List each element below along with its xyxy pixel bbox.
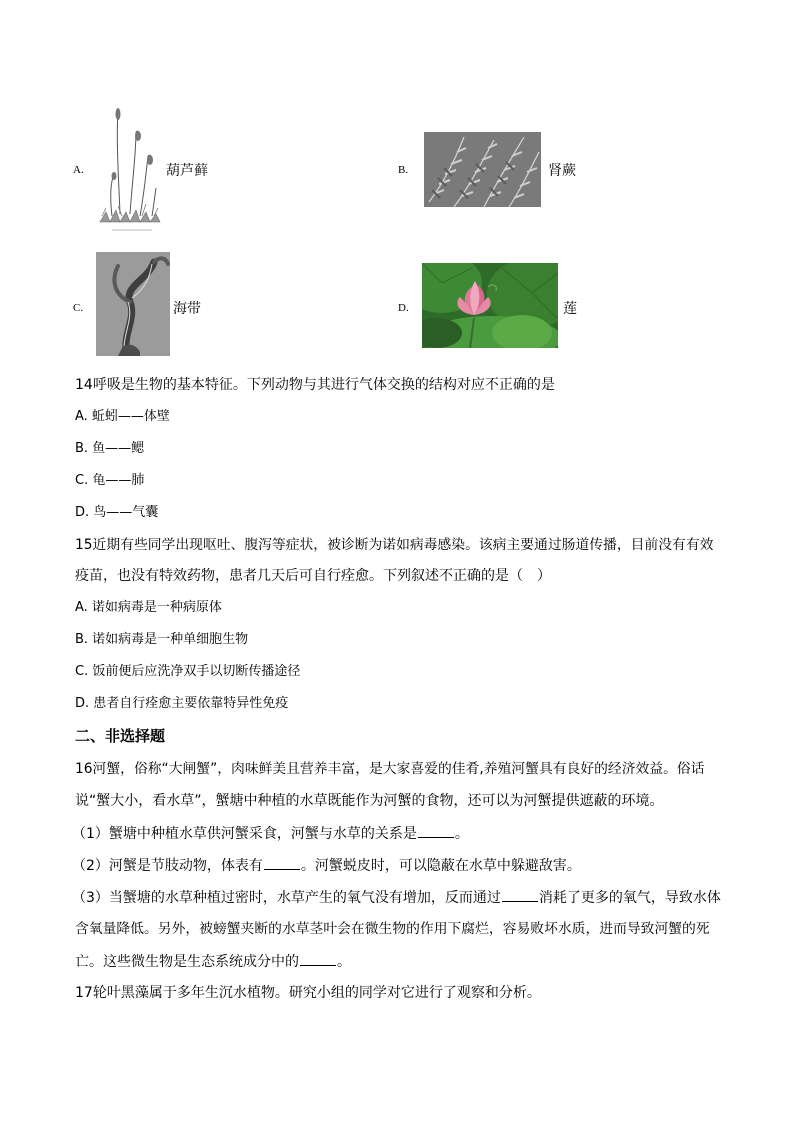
answer-blank bbox=[418, 825, 454, 838]
section-title: 二、非选择题 bbox=[75, 727, 166, 745]
fern-image bbox=[424, 132, 541, 207]
q16-sub1: （1）蟹塘中种植水草供河蟹采食，河蟹与水草的关系是 。 bbox=[72, 826, 469, 842]
q16-stem-line1: 16河蟹，俗称“大闸蟹”，肉味鲜美且营养丰富，是大家喜爱的佳肴,养殖河蟹具有良好的经济效益。俗话 bbox=[75, 761, 705, 777]
q15-option-a: A. 诺如病毒是一种病原体 bbox=[75, 600, 222, 615]
q14-stem: 14呼吸是生物的基本特征。下列动物与其进行气体交换的结构对应不正确的是 bbox=[75, 377, 555, 393]
answer-blank bbox=[264, 857, 300, 870]
q15-option-c: C. 饭前便后应洗净双手以切断传播途径 bbox=[75, 664, 301, 679]
q16-sub3: （3）当蟹塘的水草种植过密时，水草产生的氧气没有增加，反而通过 消耗了更多的氧气，导致水体 bbox=[72, 890, 721, 906]
q14-option-c: C. 龟——肺 bbox=[75, 473, 145, 488]
q15-option-b: B. 诺如病毒是一种单细胞生物 bbox=[75, 632, 249, 647]
q16-sub2: （2）河蟹是节肢动物，体表有 。河蟹蜕皮时，可以隐蔽在水草中躲避敌害。 bbox=[72, 858, 581, 874]
q17-stem: 17轮叶黑藻属于多年生沉水植物。研究小组的同学对它进行了观察和分析。 bbox=[75, 985, 541, 1001]
option-d-label: 莲 bbox=[563, 301, 577, 317]
q14-option-d: D. 鸟——气囊 bbox=[75, 505, 159, 520]
answer-blank bbox=[502, 889, 538, 902]
option-a-label: 葫芦藓 bbox=[166, 163, 208, 179]
moss-image bbox=[92, 104, 164, 232]
option-c-letter: C. bbox=[73, 302, 84, 314]
q14-option-a: A. 蚯蚓——体壁 bbox=[75, 409, 170, 424]
q16-sub3-line3: 亡。这些微生物是生态系统成分中的 。 bbox=[75, 954, 351, 970]
kelp-image bbox=[96, 252, 170, 356]
option-c-label: 海带 bbox=[173, 301, 201, 317]
answer-blank bbox=[300, 953, 336, 966]
option-b-letter: B. bbox=[398, 164, 409, 176]
q15-stem-line2: 疫苗，也没有特效药物，患者几天后可自行痊愈。下列叙述不正确的是（ ） bbox=[75, 568, 551, 584]
option-d-letter: D. bbox=[398, 302, 409, 314]
option-a-letter: A. bbox=[73, 164, 84, 176]
q15-option-d: D. 患者自行痊愈主要依靠特异性免疫 bbox=[75, 696, 289, 711]
q14-option-b: B. 鱼——鳃 bbox=[75, 441, 145, 456]
q16-sub3-line2: 含氧量降低。另外，被螃蟹夹断的水草茎叶会在微生物的作用下腐烂，容易败坏水质，进而导致河蟹的死 bbox=[75, 921, 710, 937]
q15-stem-line1: 15近期有些同学出现呕吐、腹泻等症状，被诊断为诺如病毒感染。该病主要通过肠道传播，目前没有有效 bbox=[75, 537, 714, 553]
option-b-label: 肾蕨 bbox=[548, 163, 576, 179]
lotus-image bbox=[422, 263, 558, 348]
q16-stem-line2: 说“蟹大小，看水草”，蟹塘中种植的水草既能作为河蟹的食物，还可以为河蟹提供遮蔽的环境。 bbox=[75, 793, 664, 809]
